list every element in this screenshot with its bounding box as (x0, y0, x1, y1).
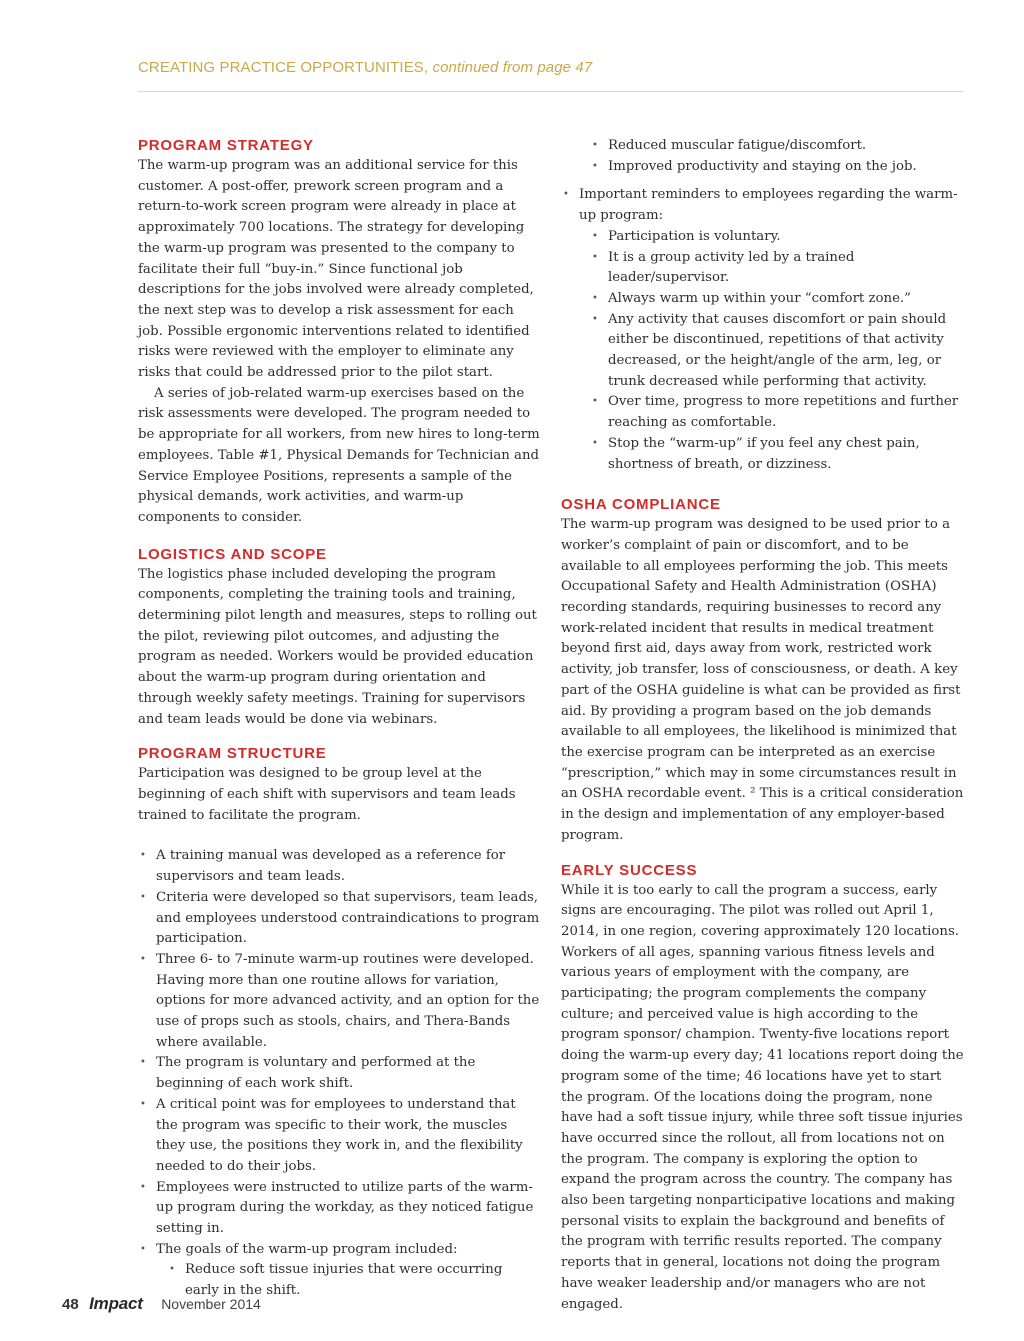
list-item: • Over time, progress to more repetitions and further reaching as comfortable. (590, 392, 965, 433)
program-strategy-paragraph-1: The warm-up program was an additional service for this customer. A post-offer, prework screen program and a return-to-work screen program were already in place at approximately 700 locations. The strategy for developing the warm-up program was presented to the company to facilitate their full “buy-in.” Since functional job descriptions for the jobs involved were already completed, the next step was to develop a risk assessment for each job. Possible ergonomic interventions related to identified risks were reviewed with the employer to eliminate any risks that could be addressed prior to the pilot start. (138, 158, 534, 381)
running-head (138, 59, 963, 76)
list-item: • The program is voluntary and performed at the beginning of each work shift. (138, 1053, 540, 1094)
reminders-intro: Important reminders to employees regarding the warm-up program: (579, 187, 958, 224)
logistics-paragraph: The logistics phase included developing the program components, completing the training tools and training, determining pilot length and measures, steps to rolling out the pilot, reviewing pilot outcomes, and adjusting the program as needed. Workers would be provided education about the warm-up program during orientation and through weekly safety meetings. Training for supervisors and team leads would be done via webinars. (138, 566, 537, 727)
list-item: • Any activity that causes discomfort or pain should either be discontinued, repetitions of that activity decreased, or the height/angle of the arm, leg, or trunk decreased while performing that activity. (590, 310, 965, 393)
structure-bullet-list (138, 846, 540, 1301)
list-item (138, 1240, 540, 1302)
list-item: • Participation is voluntary. (590, 227, 965, 248)
list-item: • Reduced muscular fatigue/discomfort. (590, 136, 965, 157)
running-head-continued: continued from page 47 (432, 59, 593, 76)
list-item: • Always warm up within your “comfort zone.” (590, 289, 965, 310)
page-number: 48 (62, 1296, 79, 1313)
list-item: • Three 6- to 7-minute warm-up routines were developed. Having more than one routine allows for variation, options for more advanced activity, and an option for the use of props such as stools, chairs, and Thera-Bands where available. (138, 950, 540, 1054)
publication-logo: Impact (89, 1294, 143, 1313)
list-item: • A critical point was for employees to understand that the program was specific to their work, the muscles they use, the positions they work in, and the flexibility needed to do their jobs. (138, 1095, 540, 1178)
program-structure-heading: PROGRAM STRUCTURE (138, 745, 327, 763)
osha-paragraph: The warm-up program was designed to be used prior to a worker’s complaint of pain or discomfort, and to be available to all employees performing the job. This meets Occupational Safety and Health Administration (OSHA) recording standards, requiring businesses to record any work-related incident that results in medical treatment beyond first aid, days away from work, restricted work activity, job transfer, loss of consciousness, or death. A key part of the OSHA guideline is what can be provided as first aid. By providing a program based on the job demands available to all employees, the likelihood is minimized that the exercise program can be interpreted as an exercise “prescription,” which may in some circumstances result in an OSHA recordable event. ² This is a critical consideration in the design and implementation of any employer-based program. (561, 517, 964, 843)
list-item: • Employees were instructed to utilize parts of the warm-up program during the workday, as they noticed fatigue setting in. (138, 1178, 540, 1240)
list-item (561, 185, 965, 475)
list-item: • Improved productivity and staying on the job. (590, 157, 965, 178)
early-success-paragraph: While it is too early to call the program a success, early signs are encouraging. The pilot was rolled out April 1, 2014, in one region, covering approximately 120 locations. Workers of all ages, spanning various fitness levels and various years of employment with the company, are participating; the program complements the company culture; and perceived value is high according to the program sponsor/ champion. Twenty-five locations report doing the warm-up every day; 41 locations report doing the program some of the time; 46 locations have yet to start the program. Of the locations doing the program, none have had a soft tissue injury, while three soft tissue injuries have occurred since the rollout, all from locations not on the program. The company is exploring the option to expand the program across the country. The company has also been targeting nonparticipative locations and making personal visits to explain the background and benefits of the program with terrific results reported. The company reports that in general, locations not doing the program have weaker leadership and/or managers who are not engaged. (561, 882, 964, 1312)
list-item: • Criteria were developed so that supervisors, team leads, and employees understood contraindications to program participation. (138, 888, 540, 950)
reminders-sub-list (579, 227, 965, 475)
program-strategy-heading: PROGRAM STRATEGY (138, 137, 314, 154)
header-divider (138, 91, 963, 92)
list-item: • Stop the “warm-up” if you feel any chest pain, shortness of breath, or dizziness. (590, 434, 965, 475)
program-strategy-paragraph-2: A series of job-related warm-up exercises based on the risk assessments were developed. The program needed to be appropriate for all workers, from new hires to long-term employees. Table #1, Physical Demands for Technician and Service Employee Positions, represents a sample of the physical demands, work activities, and warm-up components to consider. (138, 385, 540, 525)
osha-heading: OSHA COMPLIANCE (561, 496, 721, 514)
logistics-heading: LOGISTICS AND SCOPE (138, 545, 327, 563)
right-column (561, 136, 965, 1315)
page-footer (62, 1294, 261, 1314)
program-structure-paragraph: Participation was designed to be group level at the beginning of each shift with supervisors and team leads trained to facilitate the program. (138, 766, 516, 823)
list-item: • It is a group activity led by a trained leader/supervisor. (590, 248, 965, 289)
goals-continued-list (561, 136, 965, 177)
reminders-list (561, 185, 965, 475)
list-item: • A training manual was developed as a reference for supervisors and team leads. (138, 846, 540, 887)
left-column (138, 136, 540, 1302)
early-success-heading: EARLY SUCCESS (561, 861, 698, 879)
issue-date: November 2014 (161, 1296, 261, 1312)
list-item: • Reduce soft tissue injuries that were occurring early in the shift. (167, 1260, 540, 1301)
running-head-title: CREATING PRACTICE OPPORTUNITIES, (138, 59, 429, 76)
goals-intro: The goals of the warm-up program included: (156, 1241, 458, 1257)
